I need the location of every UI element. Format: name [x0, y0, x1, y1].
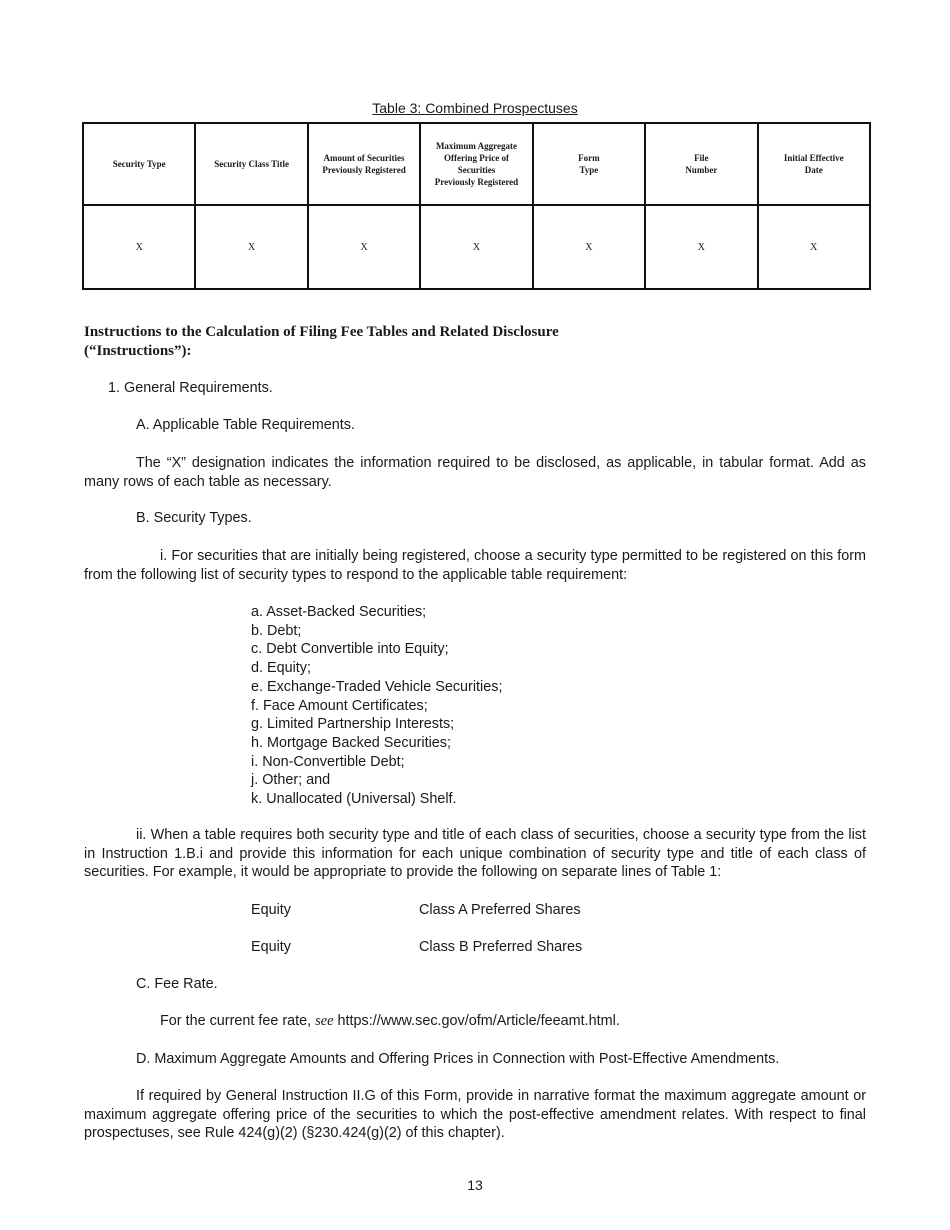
fee-rate-prefix: For the current fee rate, [160, 1013, 316, 1029]
header-form-type: Form Type [533, 123, 645, 205]
paragraph-applicable-table: The “X” designation indicates the information required to be disclosed, as applicable, in tabular format. Add as many rows of each table as necessary. [84, 455, 866, 490]
header-initial-effective-date: Initial Effective Date [758, 123, 870, 205]
header-file-number: File Number [645, 123, 757, 205]
combined-prospectuses-table [82, 122, 871, 290]
security-types-list [251, 603, 502, 809]
header-amount-previously-registered: Amount of Securities Previously Registered [308, 123, 420, 205]
example-class-title: Class A Preferred Shares [419, 902, 581, 918]
instructions-heading-line1: Instructions to the Calculation of Filing Fee Tables and Related Disclosure [84, 324, 559, 340]
list-item: k. Unallocated (Universal) Shelf. [251, 791, 457, 808]
paragraph-security-types-ii: ii. When a table requires both security type and title of each class of securities, choose a security type from the list in Instruction 1.B.i and provide this information for each unique combination of security type and title of each class of securities. For example, it would be appropriate to provide the following on separate lines of Table 1: [84, 827, 866, 881]
example-class-title: Class B Preferred Shares [419, 939, 583, 955]
cell-security-class-title: X [195, 205, 307, 289]
section-d-heading: D. Maximum Aggregate Amounts and Offering Prices in Connection with Post-Effective Amendments. [136, 1051, 780, 1067]
paragraph-post-effective: If required by General Instruction II.G of this Form, provide in narrative format the maximum aggregate amount or maximum aggregate offering price of the securities to which the post-effective amendment relates. With respect to final prospectuses, see Rule 424(g)(2) (§230.424(g)(2) of this chapter). [84, 1088, 866, 1142]
cell-file-number: X [645, 205, 757, 289]
cell-security-type: X [83, 205, 195, 289]
list-item: i. Non-Convertible Debt; [251, 753, 405, 770]
table-caption: Table 3: Combined Prospectuses [372, 100, 578, 116]
example-security-type: Equity [251, 939, 291, 955]
list-item: e. Exchange-Traded Vehicle Securities; [251, 678, 503, 695]
cell-form-type: X [533, 205, 645, 289]
header-max-aggregate-offering-price: Maximum Aggregate Offering Price of Securities Previously Registered [420, 123, 532, 205]
list-item: d. Equity; [251, 660, 311, 677]
list-item: g. Limited Partnership Interests; [251, 716, 455, 733]
list-item: h. Mortgage Backed Securities; [251, 734, 451, 751]
section-a-heading: A. Applicable Table Requirements. [136, 417, 355, 433]
instructions-heading-line2: (“Instructions”): [84, 343, 192, 359]
cell-initial-effective-date: X [758, 205, 870, 289]
section-b-heading: B. Security Types. [136, 510, 252, 526]
table-row [83, 205, 870, 289]
paragraph-security-types-i: i. For securities that are initially being registered, choose a security type permitted to be registered on this form from the following list of security types to respond to the applicable table requirement: [84, 548, 866, 583]
list-item: j. Other; and [251, 772, 331, 789]
table-header-row [83, 123, 870, 205]
header-security-type: Security Type [83, 123, 195, 205]
example-row [0, 901, 950, 920]
list-item: a. Asset-Backed Securities; [251, 604, 427, 620]
list-item: f. Face Amount Certificates; [251, 697, 428, 714]
see-italic: see [315, 1013, 334, 1029]
header-security-class-title: Security Class Title [195, 123, 307, 205]
page-number: 13 [467, 1177, 483, 1193]
instructions-heading [84, 323, 864, 361]
list-item: b. Debt; [251, 622, 302, 639]
fee-rate-link[interactable]: https://www.sec.gov/ofm/Article/feeamt.html. [333, 1013, 620, 1029]
list-item: c. Debt Convertible into Equity; [251, 641, 449, 658]
example-security-type: Equity [251, 902, 291, 918]
section-c-heading: C. Fee Rate. [136, 976, 218, 992]
cell-max-aggregate-offering-price: X [420, 205, 532, 289]
cell-amount-previously-registered: X [308, 205, 420, 289]
paragraph-fee-rate [160, 1012, 620, 1031]
section-1-heading: 1. General Requirements. [108, 380, 273, 396]
example-row [0, 938, 950, 957]
